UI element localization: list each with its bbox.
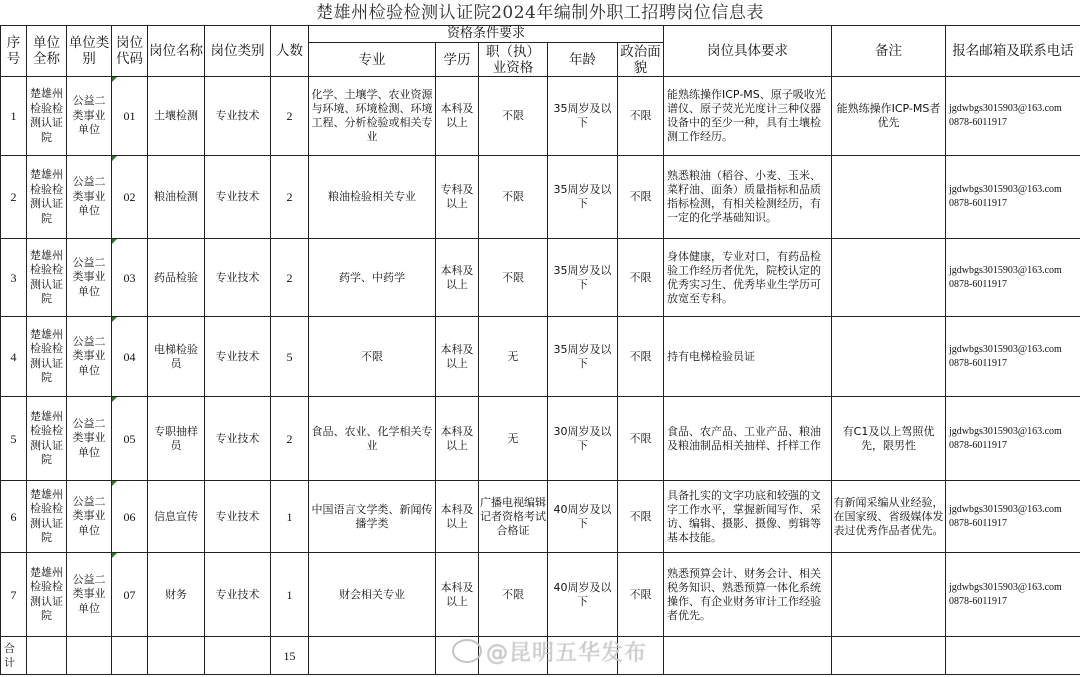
cell-education: 本科及以上 (436, 397, 479, 481)
header-requirements: 岗位具体要求 (664, 26, 832, 77)
cell-post-category: 专业技术 (205, 77, 271, 156)
total-count: 15 (271, 637, 309, 675)
table-row (1, 553, 1080, 637)
cell-seq: 4 (1, 317, 27, 397)
contact-email[interactable]: jgdwbgs3015903@163.com (949, 503, 1062, 515)
cell-remarks: 有新闻采编从业经验，在国家级、省级媒体发表过优秀作品者优先。 (832, 481, 946, 553)
cell-post-category: 专业技术 (205, 317, 271, 397)
cell-contact (946, 77, 1080, 156)
cell-unit-type: 公益二类事业单位 (67, 397, 112, 481)
cell-age: 30周岁及以下 (548, 397, 618, 481)
cell-post-category: 专业技术 (205, 481, 271, 553)
cell-certificate: 不限 (479, 77, 548, 156)
cell-unit-type: 公益二类事业单位 (67, 77, 112, 156)
cell-unit-type: 公益二类事业单位 (67, 156, 112, 239)
header-post-name: 岗位名称 (148, 26, 205, 77)
cell-unit-name: 楚雄州检验检测认证院 (27, 156, 67, 239)
contact-email[interactable]: jgdwbgs3015903@163.com (949, 103, 1062, 114)
cell-unit-name: 楚雄州检验检测认证院 (27, 397, 67, 481)
cell-seq: 2 (1, 156, 27, 239)
contact-email[interactable]: jgdwbgs3015903@163.com (949, 581, 1062, 593)
contact-phone: 0878-6011917 (949, 439, 1007, 451)
cell-contact (946, 397, 1080, 481)
header-seq: 序号 (1, 26, 27, 77)
cell-political: 不限 (618, 77, 664, 156)
watermark (452, 636, 647, 667)
cell-political: 不限 (618, 239, 664, 317)
cell-education: 本科及以上 (436, 553, 479, 637)
cell-major: 粮油检验相关专业 (309, 156, 436, 239)
cell-remarks: 能熟练操作ICP-MS者优先 (832, 77, 946, 156)
cell-certificate: 不限 (479, 156, 548, 239)
cell-count: 2 (271, 397, 309, 481)
table-row (1, 77, 1080, 156)
cell-requirements: 身体健康，专业对口，有药品检验工作经历者优先，院校认定的优秀实习生、优秀毕业生学历可放宽至专科。 (664, 239, 832, 317)
cell-post-code: 02 (112, 156, 148, 239)
cell-unit-type: 公益二类事业单位 (67, 239, 112, 317)
cell-unit-type: 公益二类事业单位 (67, 553, 112, 637)
header-qualification: 资格条件要求 (309, 26, 664, 43)
cell-post-name: 信息宣传 (148, 481, 205, 553)
cell-contact (946, 553, 1080, 637)
cell-post-category: 专业技术 (205, 156, 271, 239)
cell-certificate: 无 (479, 397, 548, 481)
cell-post-code: 01 (112, 77, 148, 156)
table-title: 楚雄州检验检测认证院2024年编制外职工招聘岗位信息表 (316, 3, 764, 23)
cell-contact (946, 156, 1080, 239)
cell-count: 1 (271, 553, 309, 637)
header-remarks: 备注 (832, 26, 946, 77)
header-major: 专业 (309, 43, 436, 77)
cell-requirements: 能熟练操作ICP-MS、原子吸收光谱仪、原子荧光光度计三种仪器设备中的至少一种，具有土壤检测工作经历。 (664, 77, 832, 156)
cell-contact (946, 481, 1080, 553)
header-unit-name: 单位全称 (27, 26, 67, 77)
cell-unit-name: 楚雄州检验检测认证院 (27, 77, 67, 156)
weibo-icon (452, 639, 482, 663)
recruitment-table (0, 25, 1080, 675)
cell-age: 35周岁及以下 (548, 239, 618, 317)
contact-phone: 0878-6011917 (949, 595, 1007, 607)
cell-age: 35周岁及以下 (548, 77, 618, 156)
cell-remarks (832, 317, 946, 397)
cell-political: 不限 (618, 397, 664, 481)
cell-unit-name: 楚雄州检验检测认证院 (27, 317, 67, 397)
total-label: 合计 (1, 637, 27, 675)
cell-education: 专科及以上 (436, 156, 479, 239)
cell-post-code: 07 (112, 553, 148, 637)
header-post-code: 岗位代码 (112, 26, 148, 77)
header-post-category: 岗位类别 (205, 26, 271, 77)
cell-major: 中国语言文学类、新闻传播学类 (309, 481, 436, 553)
cell-seq: 3 (1, 239, 27, 317)
cell-age: 40周岁及以下 (548, 481, 618, 553)
cell-post-category: 专业技术 (205, 239, 271, 317)
header-political: 政治面貌 (618, 43, 664, 77)
header-education: 学历 (436, 43, 479, 77)
cell-post-name: 财务 (148, 553, 205, 637)
cell-count: 5 (271, 317, 309, 397)
cell-major: 化学、土壤学、农业资源与环境、环境检测、环境工程、分析检验或相关专业 (309, 77, 436, 156)
cell-certificate: 不限 (479, 239, 548, 317)
cell-post-code: 06 (112, 481, 148, 553)
table-row (1, 156, 1080, 239)
watermark-text: @昆明五华发布 (486, 641, 648, 666)
cell-post-name: 专职抽样员 (148, 397, 205, 481)
cell-contact (946, 239, 1080, 317)
cell-post-name: 电梯检验员 (148, 317, 205, 397)
table-row (1, 397, 1080, 481)
cell-post-category: 专业技术 (205, 553, 271, 637)
cell-count: 2 (271, 156, 309, 239)
cell-requirements: 熟悉粮油（稻谷、小麦、玉米、菜籽油、面条）质量指标和品质指标检测，有相关检测经历，有一定的化学基础知识。 (664, 156, 832, 239)
cell-post-code: 03 (112, 239, 148, 317)
contact-phone: 0878-6011917 (949, 357, 1007, 369)
cell-education: 本科及以上 (436, 77, 479, 156)
cell-political: 不限 (618, 481, 664, 553)
contact-email[interactable]: jgdwbgs3015903@163.com (949, 264, 1062, 276)
cell-post-category: 专业技术 (205, 397, 271, 481)
cell-unit-name: 楚雄州检验检测认证院 (27, 239, 67, 317)
contact-email[interactable]: jgdwbgs3015903@163.com (949, 343, 1062, 355)
cell-remarks (832, 156, 946, 239)
cell-post-code: 05 (112, 397, 148, 481)
cell-seq: 5 (1, 397, 27, 481)
header-contact: 报名邮箱及联系电话 (946, 26, 1080, 77)
contact-phone: 0878-6011917 (949, 198, 1007, 209)
header-unit-type: 单位类别 (67, 26, 112, 77)
cell-certificate: 无 (479, 317, 548, 397)
cell-certificate: 广播电视编辑记者资格考试合格证 (479, 481, 548, 553)
cell-unit-name: 楚雄州检验检测认证院 (27, 553, 67, 637)
cell-education: 本科及以上 (436, 481, 479, 553)
cell-count: 2 (271, 239, 309, 317)
cell-requirements: 熟悉预算会计、财务会计、相关税务知识、熟悉预算一体化系统操作、有企业财务审计工作经验者优先。 (664, 553, 832, 637)
header-count: 人数 (271, 26, 309, 77)
header-certificate: 职（执）业资格 (479, 43, 548, 77)
cell-post-code: 04 (112, 317, 148, 397)
cell-count: 2 (271, 77, 309, 156)
cell-unit-name: 楚雄州检验检测认证院 (27, 481, 67, 553)
contact-phone: 0878-6011917 (949, 278, 1007, 290)
cell-unit-type: 公益二类事业单位 (67, 481, 112, 553)
cell-contact (946, 317, 1080, 397)
cell-post-name: 土壤检测 (148, 77, 205, 156)
contact-email[interactable]: jgdwbgs3015903@163.com (949, 184, 1062, 195)
header-age: 年龄 (548, 43, 618, 77)
table-row (1, 481, 1080, 553)
cell-age: 40周岁及以下 (548, 553, 618, 637)
contact-phone: 0878-6011917 (949, 517, 1007, 529)
cell-age: 35周岁及以下 (548, 156, 618, 239)
cell-remarks (832, 553, 946, 637)
contact-phone: 0878-6011917 (949, 117, 1007, 128)
cell-count: 1 (271, 481, 309, 553)
cell-certificate: 不限 (479, 553, 548, 637)
cell-major: 食品、农业、化学相关专业 (309, 397, 436, 481)
cell-political: 不限 (618, 317, 664, 397)
cell-seq: 6 (1, 481, 27, 553)
cell-remarks: 有C1及以上驾照优先，限男性 (832, 397, 946, 481)
cell-seq: 7 (1, 553, 27, 637)
cell-political: 不限 (618, 553, 664, 637)
cell-requirements: 具备扎实的文字功底和较强的文字工作水平，掌握新闻写作、采访、编辑、摄影、摄像、剪辑等基本技能。 (664, 481, 832, 553)
cell-education: 本科及以上 (436, 239, 479, 317)
cell-post-name: 药品检验 (148, 239, 205, 317)
cell-remarks (832, 239, 946, 317)
cell-major: 不限 (309, 317, 436, 397)
contact-email[interactable]: jgdwbgs3015903@163.com (949, 425, 1062, 437)
cell-age: 35周岁及以下 (548, 317, 618, 397)
cell-education: 本科及以上 (436, 317, 479, 397)
cell-major: 药学、中药学 (309, 239, 436, 317)
cell-seq: 1 (1, 77, 27, 156)
cell-major: 财会相关专业 (309, 553, 436, 637)
table-row (1, 239, 1080, 317)
cell-requirements: 食品、农产品、工业产品、粮油及粮油制品相关抽样、扦样工作 (664, 397, 832, 481)
cell-political: 不限 (618, 156, 664, 239)
cell-requirements: 持有电梯检验员证 (664, 317, 832, 397)
cell-post-name: 粮油检测 (148, 156, 205, 239)
cell-unit-type: 公益二类事业单位 (67, 317, 112, 397)
table-row (1, 317, 1080, 397)
